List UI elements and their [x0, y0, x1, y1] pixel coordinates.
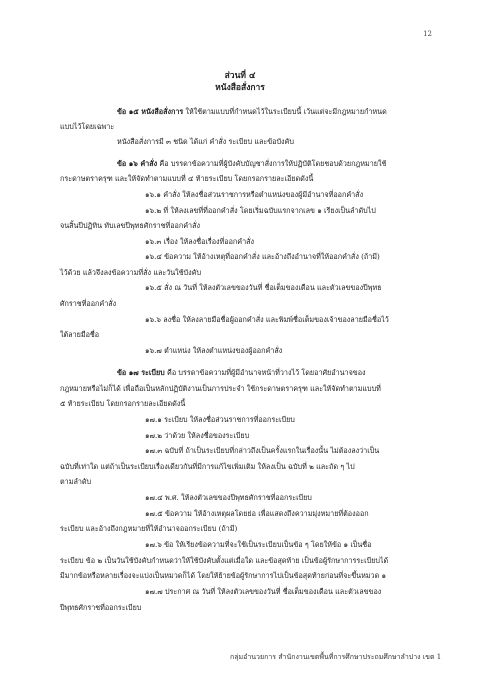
clause-17-2: ๑๗.๒ ว่าด้วย ให้ลงชื่อของระเบียบ [145, 431, 250, 440]
clause-16-6-cont: ใต้ลายมือชื่อ [60, 330, 100, 339]
page-number: 12 [423, 30, 432, 38]
clause-16-6: ๑๖.๖ ลงชื่อ ให้ลงลายมือชื่อผู้ออกคำสั่ง และพิมพ์ชื่อเต็มของเจ้าของลายมือชื่อไว้ [145, 315, 389, 324]
clause-17-6: ๑๗.๖ ข้อ ให้เรียงข้อความที่จะใช้เป็นระเบียบเป็นข้อ ๆ โดยให้ข้อ ๑ เป็นชื่อ [145, 540, 372, 549]
clause-16-4: ๑๖.๔ ข้อความ ให้อ้างเหตุที่ออกคำสั่ง และอ้างถึงอำนาจที่ให้ออกคำสั่ง (ถ้ามี) [145, 252, 380, 261]
clause-17-6-cont-2: มีมากข้อหรือหลายเรื่องจะแบ่งเป็นหมวดก็ได้ โดยให้ย้ายข้อผู้รักษาการไปเป็นข้อสุดท้ายก่อนที่จะขึ้นหมวด ๑ [60, 571, 387, 580]
clause-16-1: ๑๖.๑ คำสั่ง ให้ลงชื่อส่วนราชการหรือตำแหน่งของผู้มีอำนาจที่ออกคำสั่ง [145, 190, 364, 199]
clause-16 [117, 159, 386, 169]
part-heading: ส่วนที่ ๔ [224, 71, 256, 81]
clause-17-heading: ข้อ ๑๗ ระเบียบ [117, 368, 165, 377]
clause-16-3: ๑๖.๓ เรื่อง ให้ลงชื่อเรื่องที่ออกคำสั่ง [145, 237, 254, 246]
clause-16-5: ๑๖.๕ สั่ง ณ วันที่ ให้ลงตัวเลขของวันที่ ชื่อเต็มของเดือน และตัวเลขของปีพุทธ [145, 283, 382, 292]
clause-16-2-cont: จนสิ้นปีปฏิทิน ทับเลขปีพุทธศักราชที่ออกคำสั่ง [60, 221, 200, 230]
clause-17-1: ๑๗.๑ ระเบียบ ให้ลงชื่อส่วนราชการที่ออกระเบียบ [145, 415, 295, 424]
clause-16-line-1: คือ บรรดาข้อความที่ผู้บังคับบัญชาสั่งการให้ปฏิบัติโดยชอบด้วยกฎหมายใช้ [159, 159, 387, 168]
clause-17-line-2: กฎหมายหรือไม่ก็ได้ เพื่อถือเป็นหลักปฏิบัติงานเป็นการประจำ ใช้กระดาษตราครุฑ และให้จัดทำตามแบบที่ [60, 384, 381, 393]
clause-16-line-2: กระดาษตราครุฑ และให้จัดทำตามแบบที่ ๔ ท้ายระเบียบ โดยกรอกรายละเอียดดังนี้ [60, 174, 314, 183]
clause-15-line-2: แบบไว้โดยเฉพาะ [60, 122, 115, 131]
section-title: หนังสือสั่งการ [215, 83, 265, 93]
clause-17-5-cont: ระเบียบ และอ้างถึงกฎหมายที่ให้อำนาจออกระเบียบ (ถ้ามี) [60, 524, 238, 533]
clause-16-7: ๑๖.๗ ตำแหน่ง ให้ลงตำแหน่งของผู้ออกคำสั่ง [145, 346, 283, 355]
clause-17-line-1: คือ บรรดาข้อความที่ผู้มีอำนาจหน้าที่วางไว้ โดยอาศัยอำนาจของ [167, 368, 366, 377]
clause-17-6-cont: ระเบียบ ข้อ ๒ เป็นวันใช้บังคับกำหนดว่าให้ใช้บังคับตั้งแต่เมื่อใด และข้อสุดท้าย เป็นข้อผู้รักษาการระเบียบได้ [60, 556, 389, 565]
clause-17-3-cont: ฉบับที่เท่าใด แต่ถ้าเป็นระเบียบเรื่องเดียวกันที่มีการแก้ไขเพิ่มเติม ให้ลงเป็น ฉบับที่ ๒ และถัด ๆ ไป [60, 462, 355, 471]
clause-17-7-cont: ปีพุทธศักราชที่ออกระเบียบ [60, 603, 142, 612]
page-footer: กลุ่มอำนวยการ สำนักงานเขตพื้นที่การศึกษาประถมศึกษาลำปาง เขต 1 [230, 653, 442, 661]
clause-16-heading: ข้อ ๑๖ คำสั่ง [117, 159, 158, 168]
clause-17-4: ๑๗.๔ พ.ศ. ให้ลงตัวเลขของปีพุทธศักราชที่ออกระเบียบ [145, 493, 312, 502]
clause-16-2: ๑๖.๒ ที่ ให้ลงเลขที่ที่ออกคำสั่ง โดยเริ่มฉบับแรกจากเลข ๑ เรียงเป็นลำดับไป [145, 206, 376, 215]
clause-15-heading: ข้อ ๑๕ หนังสือสั่งการ [117, 107, 184, 116]
clause-16-5-cont: ศักราชที่ออกคำสั่ง [60, 299, 117, 308]
clause-15-line-3: หนังสือสั่งการมี ๓ ชนิด ได้แก่ คำสั่ง ระเบียบ และข้อบังคับ [117, 137, 294, 146]
clause-17 [117, 368, 366, 378]
clause-17-7: ๑๗.๗ ประกาศ ณ วันที่ ให้ลงตัวเลขของวันที่ ชื่อเต็มของเดือน และตัวเลขของ [145, 587, 382, 596]
clause-17-5: ๑๗.๕ ข้อความ ให้อ้างเหตุผลโดยย่อ เพื่อแสดงถึงความมุ่งหมายที่ต้องออก [145, 509, 369, 518]
clause-15-line-1: ให้ใช้ตามแบบที่กำหนดไว้ในระเบียบนี้ เว้นแต่จะมีกฎหมายกำหนด [185, 107, 387, 116]
clause-17-3: ๑๗.๓ ฉบับที่ ถ้าเป็นระเบียบที่กล่าวถึงเป็นครั้งแรกในเรื่องนั้น ไม่ต้องลงว่าเป็น [145, 446, 380, 455]
clause-17-line-3: ๕ ท้ายระเบียบ โดยกรอกรายละเอียดดังนี้ [60, 399, 186, 408]
clause-16-4-cont: ไว้ด้วย แล้วจึงลงข้อความที่สั่ง และวันใช้บังคับ [60, 268, 202, 277]
clause-15 [117, 107, 387, 117]
clause-17-3-cont-2: ตามลำดับ [60, 477, 92, 486]
